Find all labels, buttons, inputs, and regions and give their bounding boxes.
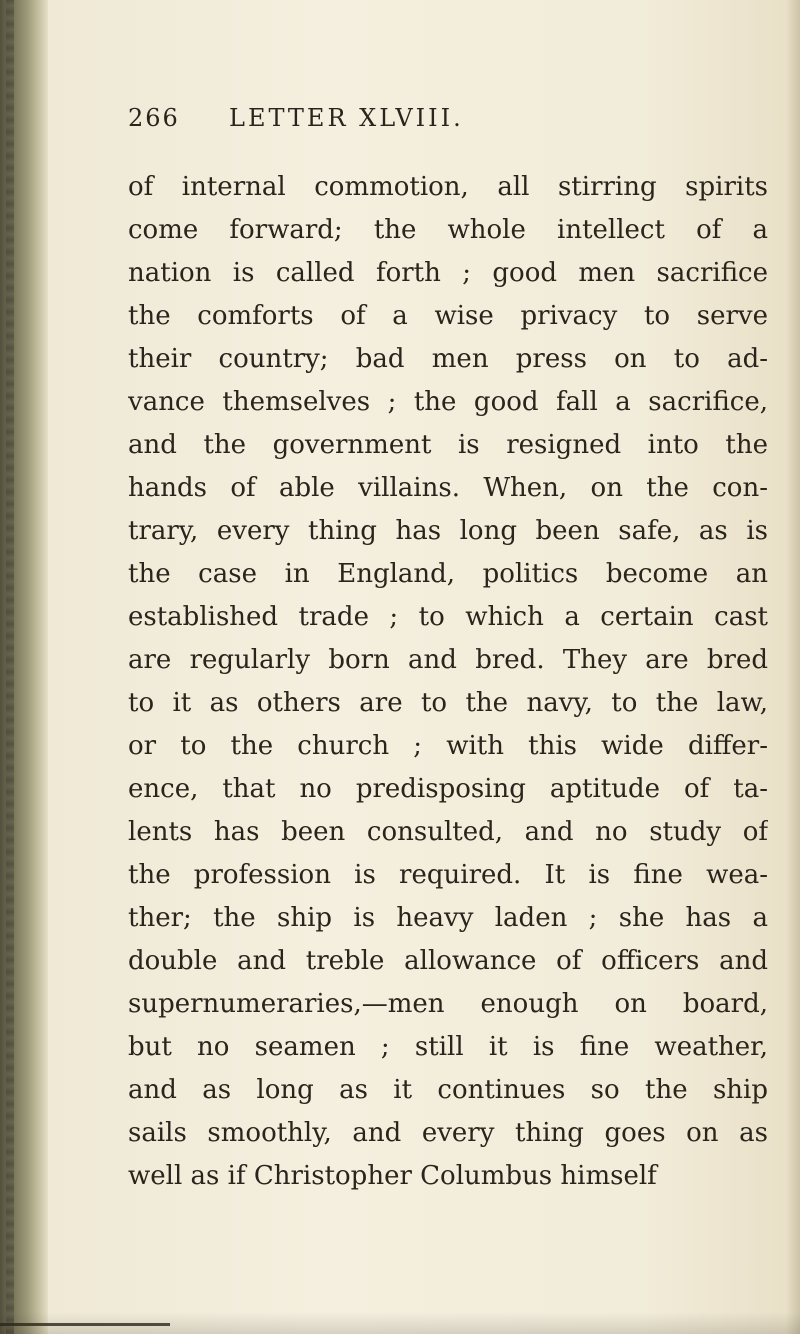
- text-line: or to the church ; with this wide differ-: [128, 731, 768, 761]
- body-text: [128, 166, 768, 1198]
- binding-spine: [6, 0, 14, 1334]
- text-line: ther; the ship is heavy laden ; she has a: [128, 903, 768, 933]
- running-head: LETTER XLVIII.: [229, 104, 464, 132]
- text-line: the profession is required. It is fine wea-: [128, 860, 768, 890]
- text-line: the comforts of a wise privacy to serve: [128, 301, 768, 331]
- text-line: come forward; the whole intellect of a: [128, 215, 768, 245]
- text-line: but no seamen ; still it is fine weather,: [128, 1032, 768, 1062]
- text-line: established trade ; to which a certain cast: [128, 602, 768, 632]
- text-line: nation is called forth ; good men sacrifice: [128, 258, 768, 288]
- text-line: hands of able villains. When, on the con-: [128, 473, 768, 503]
- text-line: well as if Christopher Columbus himself: [128, 1161, 657, 1191]
- binding-gutter: [0, 0, 48, 1334]
- text-line: to it as others are to the navy, to the law,: [128, 688, 768, 718]
- bottom-rule: [0, 1323, 170, 1326]
- page-edge: [786, 0, 800, 1334]
- page-header: [128, 104, 688, 144]
- page-number: 266: [128, 104, 180, 132]
- text-line: ence, that no predisposing aptitude of ta-: [128, 774, 768, 804]
- text-line: of internal commotion, all stirring spirits: [128, 172, 768, 202]
- text-line: their country; bad men press on to ad-: [128, 344, 768, 374]
- text-line: sails smoothly, and every thing goes on as: [128, 1118, 768, 1148]
- text-line: are regularly born and bred. They are bred: [128, 645, 768, 675]
- text-line: trary, every thing has long been safe, as is: [128, 516, 768, 546]
- text-line: the case in England, politics become an: [128, 559, 768, 589]
- text-line: and as long as it continues so the ship: [128, 1075, 768, 1105]
- text-line: double and treble allowance of officers and: [128, 946, 768, 976]
- text-line: vance themselves ; the good fall a sacrifice,: [128, 387, 768, 417]
- text-line: and the government is resigned into the: [128, 430, 768, 460]
- text-line: supernumeraries,—men enough on board,: [128, 989, 768, 1019]
- text-line: lents has been consulted, and no study of: [128, 817, 768, 847]
